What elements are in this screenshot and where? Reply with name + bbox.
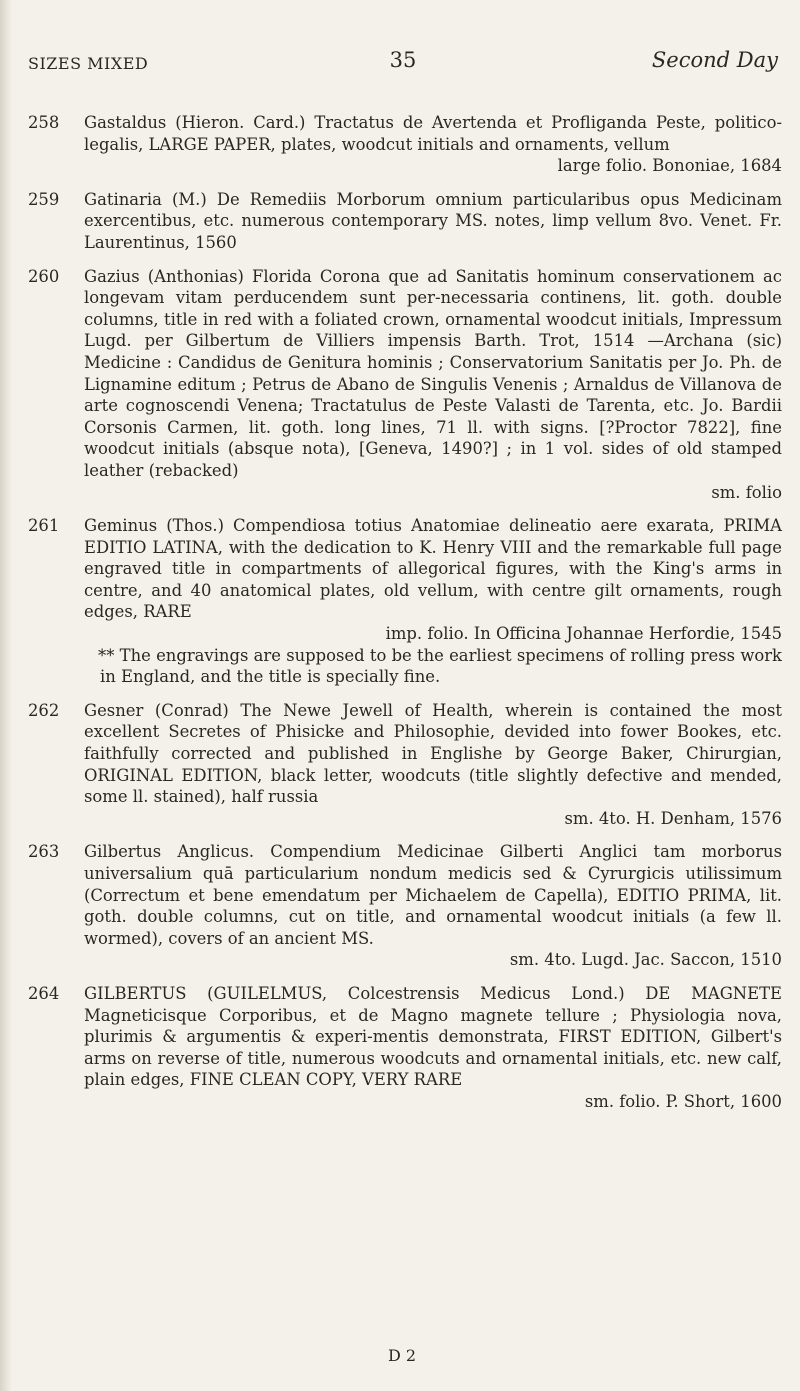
lot-number: 263 bbox=[28, 842, 60, 862]
lot-number: 258 bbox=[28, 113, 60, 132]
lot-entry bbox=[22, 515, 782, 688]
lot-description: Gatinaria (M.) De Remediis Morborum omnium particularibus opus Medicinam exercentibus, etc. numerous contemporary MS. notes, limp vellum 8vo. Venet. Fr. Laurentinus, 1560 bbox=[84, 189, 782, 252]
header-section-title: SIZES MIXED bbox=[28, 54, 149, 73]
lot-number: 264 bbox=[28, 983, 60, 1003]
lot-number: 259 bbox=[28, 189, 60, 209]
running-header bbox=[28, 46, 778, 82]
lot-note: ** The engravings are supposed to be the earliest specimens of rolling press work in England, and the title is specially fine. bbox=[98, 645, 782, 687]
page-number: 35 bbox=[389, 48, 417, 72]
lot-description: Gastaldus (Hieron. Card.) Tractatus de Avertenda et Profliganda Peste, politico-legalis, LARGE PAPER, plates, woodcut initials and ornaments, vellum bbox=[84, 113, 782, 154]
lot-imprint: sm. 4to. H. Denham, 1576 bbox=[564, 808, 782, 828]
lot-entry bbox=[22, 189, 782, 254]
lot-description: Gazius (Anthonias) Florida Corona que ad Sanitatis hominum conservationem ac longevam vitam perducendem sunt per-necessaria continens, lit. goth. double columns, title in red with a foliated crown, ornamental woodcut initials, Impressum Lugd. per Gilbertum de Villiers impensis Barth. Trot, 1514 —Archana (sic) Medicine : Candidus de Genitura hominis ; Conservatorium Sanitatis per Jo. Ph. de Lignamine editum ; Petrus de Abano de Singulis Venenis ; Arnaldus de Villanova de arte cognoscendi Venena; Tractatulus de Peste Valasti de Tarenta, etc. Jo. Bardii Corsonis Carmen, lit. goth. long lines, 71 ll. with signs. [?Proctor 7822], fine woodcut initials (absque nota), [Geneva, 1490?] ; in 1 vol. sides of old stamped leather (rebacked) bbox=[84, 266, 782, 480]
lot-entry bbox=[22, 112, 782, 177]
header-day-title: Second Day bbox=[651, 48, 778, 72]
page-binding-shadow bbox=[0, 0, 12, 1391]
lot-number: 260 bbox=[28, 266, 60, 286]
lot-description: Geminus (Thos.) Compendiosa totius Anatomiae delineatio aere exarata, PRIMA EDITIO LATINA, with the dedication to K. Henry VIII and the remarkable full page engraved title in compartments of allegorical figures, with the King's arms in centre, and 40 anatomical plates, old vellum, with centre gilt ornaments, rough edges, RARE bbox=[84, 516, 782, 622]
lot-imprint: sm. folio bbox=[711, 482, 782, 502]
lot-description: Gesner (Conrad) The Newe Jewell of Health, wherein is contained the most excellent Secretes of Phisicke and Philosophie, devided into fower Bookes, etc. faithfully corrected and published in Englishe by George Baker, Chirurgian, ORIGINAL EDITION, black letter, woodcuts (title slightly defective and mended, some ll. stained), half russia bbox=[84, 700, 782, 807]
lot-entry bbox=[22, 266, 782, 504]
lot-entry bbox=[22, 841, 782, 971]
lot-entry bbox=[22, 700, 782, 830]
lot-number: 261 bbox=[28, 516, 60, 536]
lot-imprint: imp. folio. In Officina Johannae Herfordie, 1545 bbox=[385, 624, 782, 644]
signature-mark: D 2 bbox=[387, 1346, 417, 1365]
lot-number: 262 bbox=[28, 700, 60, 720]
lot-description: GILBERTUS (GUILELMUS, Colcestrensis Medicus Lond.) DE MAGNETE Magneticisque Corporibus, et de Magno magnete tellure ; Physiologia nova, plurimis & argumentis & experi-mentis demonstrata, FIRST EDITION, Gilbert's arms on reverse of title, numerous woodcuts and ornamental initials, etc. new calf, plain edges, FINE CLEAN COPY, VERY RARE bbox=[84, 983, 782, 1090]
lot-description: Gilbertus Anglicus. Compendium Medicinae Gilberti Anglici tam morborus universalium quā particularium nondum medicis sed & Cyrurgicis utilissimum (Correctum et bene emendatum per Michaelem de Capella), EDITIO PRIMA, lit. goth. double columns, cut on title, and ornamental woodcut initials (a few ll. wormed), covers of an ancient MS. bbox=[84, 842, 782, 948]
lot-imprint: sm. 4to. Lugd. Jac. Saccon, 1510 bbox=[509, 950, 782, 970]
lot-imprint: large folio. Bononiae, 1684 bbox=[557, 156, 782, 176]
lot-list bbox=[22, 112, 782, 1125]
lot-entry bbox=[22, 983, 782, 1113]
lot-imprint: sm. folio. P. Short, 1600 bbox=[584, 1091, 782, 1111]
